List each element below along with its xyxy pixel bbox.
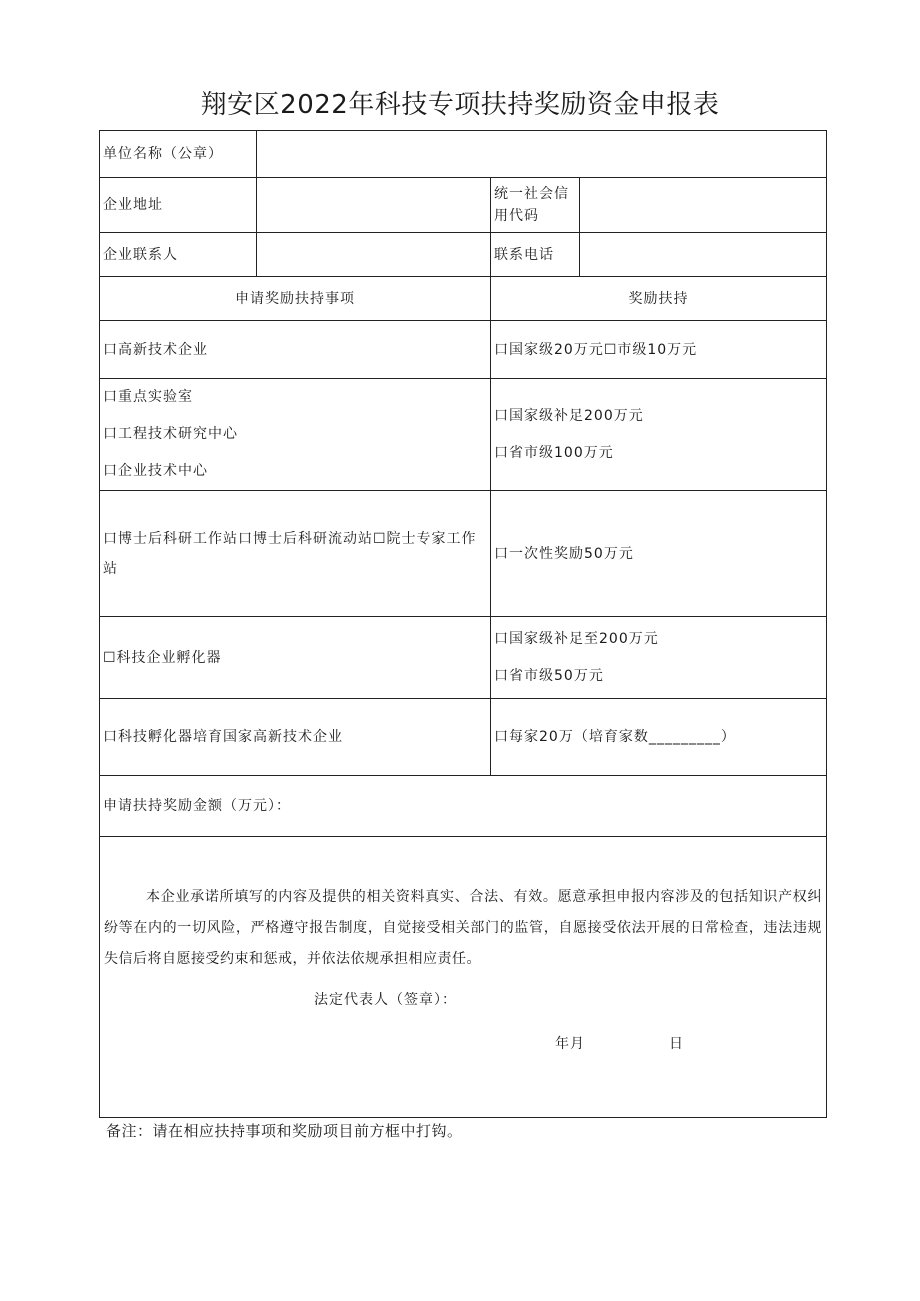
credit-code-field[interactable]	[580, 178, 827, 233]
contact-row	[100, 233, 827, 277]
lab-center-row	[100, 379, 827, 491]
address-label: 企业地址	[100, 178, 257, 233]
phone-field[interactable]	[580, 233, 827, 277]
header-row	[100, 277, 827, 321]
item-column-header: 申请奖励扶持事项	[100, 277, 491, 321]
item-checkbox-high-tech[interactable]: 口高新技术企业	[100, 321, 491, 379]
amount-row	[100, 776, 827, 837]
footnote: 备注：请在相应扶持事项和奖励项目前方框中打钩。	[106, 1122, 463, 1140]
reward-checkbox-one-time-50[interactable]: 口一次性奖励50万元	[491, 491, 827, 617]
unit-name-label: 单位名称（公章）	[100, 131, 257, 178]
date-line	[555, 1033, 826, 1055]
amount-field[interactable]: 申请扶持奖励金额（万元）：	[100, 776, 827, 837]
unit-name-row	[100, 131, 827, 178]
address-field[interactable]	[257, 178, 491, 233]
phone-label: 联系电话	[491, 233, 580, 277]
incubator-row	[100, 617, 827, 699]
postdoc-row	[100, 491, 827, 617]
item-checkbox-postdoc-stations[interactable]: 口博士后科研工作站口博士后科研流动站☐院士专家工作站	[100, 491, 491, 617]
application-form-table	[99, 130, 827, 1118]
pledge-cell	[100, 837, 827, 1118]
page-title: 翔安区2022年科技专项扶持奖励资金申报表	[200, 90, 720, 120]
pledge-text: 本企业承诺所填写的内容及提供的相关资料真实、合法、有效。愿意承担申报内容涉及的包括知识产权纠纷等在内的一切风险，严格遵守报告制度，自觉接受相关部门的监管，自愿接受依法开展的日常检查，违法违规失信后将自愿接受约束和惩戒，并依法依规承担相应责任。	[104, 889, 823, 967]
lab-center-items	[100, 379, 491, 491]
incubator-rewards	[491, 617, 827, 699]
item-checkbox-key-lab[interactable]: 口重点实验室	[103, 389, 193, 405]
high-tech-row	[100, 321, 827, 379]
reward-checkbox-national-200-incubator[interactable]: 口国家级补足至200万元	[494, 630, 659, 647]
item-checkbox-incubator[interactable]: ☐科技企业孵化器	[100, 617, 491, 699]
reward-checkbox-provincial-100[interactable]: 口省市级100万元	[494, 444, 614, 461]
legal-representative-signature[interactable]: 法定代表人（签章）：	[314, 992, 457, 1008]
address-row	[100, 178, 827, 233]
credit-code-label: 统一社会信用代码	[491, 178, 580, 233]
day-label: 日	[669, 1036, 684, 1052]
reward-checkbox-national-200[interactable]: 口国家级补足200万元	[494, 407, 644, 424]
item-checkbox-engineering-center[interactable]: 口工程技术研究中心	[103, 426, 238, 442]
reward-column-header: 奖励扶持	[491, 277, 827, 321]
item-checkbox-incubator-cultivate[interactable]: 口科技孵化器培育国家高新技术企业	[100, 699, 491, 776]
pledge-row	[100, 837, 827, 1118]
lab-center-rewards	[491, 379, 827, 491]
contact-label: 企业联系人	[100, 233, 257, 277]
year-month-label: 年月	[555, 1036, 585, 1052]
item-checkbox-enterprise-center[interactable]: 口企业技术中心	[103, 463, 208, 479]
incubator-cultivate-row	[100, 699, 827, 776]
reward-checkbox-high-tech[interactable]: 口国家级20万元☐市级10万元	[491, 321, 827, 379]
unit-name-field[interactable]	[257, 131, 827, 178]
reward-checkbox-provincial-50[interactable]: 口省市级50万元	[494, 667, 604, 684]
contact-field[interactable]	[257, 233, 491, 277]
reward-checkbox-per-company-20[interactable]: 口每家20万（培育家数_________）	[491, 699, 827, 776]
